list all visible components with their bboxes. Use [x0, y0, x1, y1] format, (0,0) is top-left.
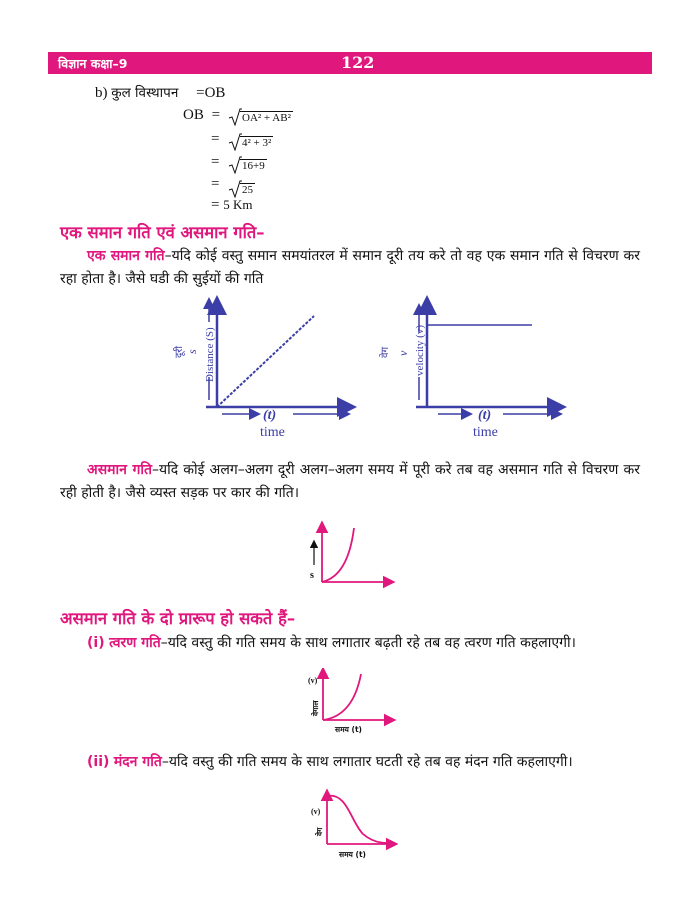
calc-line-1 [95, 83, 225, 102]
page-number: 122 [341, 53, 375, 72]
eq-sign: = [196, 85, 205, 101]
y-axis-symbol: (v) [311, 807, 321, 816]
eq-sign: = [211, 197, 220, 213]
nonuniform-motion-term: असमान गति [87, 462, 152, 478]
distance-line [217, 316, 314, 407]
ob-value: OB [204, 85, 226, 101]
deceleration-paragraph [60, 751, 640, 774]
calc-result [211, 197, 252, 214]
sqrt-expression-3 [228, 156, 267, 174]
velocity-time-graph [378, 292, 570, 442]
section-heading: असमान गति के दो प्रारूप हो सकते हैं– [60, 609, 296, 628]
deceleration-graph [303, 788, 398, 863]
eq-sign: = [211, 107, 221, 123]
eq-sign: = [211, 154, 220, 170]
x-axis-label: time [260, 425, 285, 440]
nonuniform-motion-paragraph [60, 459, 640, 505]
nonuniform-motion-text: –यदि कोई अलग–अलग दूरी अलग–अलग समय में पूरी करे तब वह असमान गति से विचरण कर रही होती है। जैसे व्यस्त सड़क पर कार की गति। [60, 462, 641, 501]
deceleration-graph-svg [303, 788, 398, 863]
distance-time-graph [168, 292, 360, 442]
y-axis-symbol: (v) [308, 676, 318, 685]
y-axis-hindi-label: वेग [380, 346, 391, 358]
velocity-time-graph-svg [378, 292, 570, 442]
nonuniform-curve-graph [300, 520, 400, 590]
page-header [48, 52, 652, 74]
uniform-motion-term: एक समान गति [87, 248, 165, 264]
acceleration-number: (i) [87, 635, 105, 651]
uniform-motion-paragraph [60, 245, 640, 291]
sqrt-expression-2 [228, 133, 273, 151]
deceleration-term: मंदन गति [113, 754, 162, 770]
radicand: OA² + AB² [242, 112, 291, 124]
curve [322, 528, 354, 582]
radical-icon [228, 156, 242, 174]
item-text: कुल विस्थापन [111, 85, 179, 101]
item-label: b) [95, 85, 108, 101]
eq-sign: = [211, 176, 220, 192]
book-title: विज्ञान कक्षा–9 [58, 56, 128, 71]
y-axis-symbol: v [396, 350, 410, 356]
x-axis-label: time [473, 425, 498, 440]
y-axis-hindi-label: दूरी [174, 346, 185, 358]
radicand: 4² + 3² [242, 137, 272, 149]
radicand: 16+9 [242, 160, 265, 172]
t-label: (t) [263, 408, 277, 423]
radical-icon [228, 180, 242, 198]
acceleration-paragraph [60, 632, 640, 655]
eq-sign: = [211, 131, 220, 147]
sqrt-expression-4 [228, 180, 255, 198]
deceleration-text: –यदि वस्तु की गति समय के साथ लगातार घटती रहे तब वह मंदन गति कहलाएगी। [161, 754, 573, 770]
x-axis-label: समय (t) [335, 725, 362, 734]
uniform-motion-text: –यदि कोई वस्तु समान समयांतरल में समान दूरी तय करे तो वह एक समान गति से विचरण कर रहा होता है। जैसे घडी की सुईयों की गति [60, 248, 641, 287]
acceleration-term: त्वरण गति [109, 635, 161, 651]
radicand: 25 [242, 184, 253, 196]
acceleration-graph [303, 668, 398, 740]
t-label: (t) [478, 408, 492, 423]
acceleration-graph-svg [303, 668, 398, 740]
result-value: 5 Km [223, 197, 253, 212]
sqrt-expression-1 [228, 108, 293, 126]
radical-icon [228, 108, 242, 126]
nonuniform-curve-graph-svg [300, 520, 400, 590]
x-axis-label: समय (t) [339, 850, 366, 859]
y-axis-hindi-label: वेगाल [311, 700, 320, 716]
radical-icon [228, 133, 242, 151]
y-axis-label: s [310, 570, 314, 581]
calc-line-2 [183, 107, 220, 124]
ob-lhs: OB [183, 107, 204, 123]
y-axis-label: Distance (S) [204, 327, 216, 382]
y-axis-label: velocity (v) [414, 324, 426, 376]
deceleration-number: (ii) [87, 754, 110, 770]
acceleration-text: –यदि वस्तु की गति समय के साथ लगातार बढ़ती रहे तब वह त्वरण गति कहलाएगी। [160, 635, 576, 651]
distance-time-graph-svg [168, 292, 360, 442]
y-axis-hindi-label: वेग [315, 827, 324, 836]
y-axis-symbol: s [185, 349, 199, 354]
curve [323, 674, 361, 720]
curve [327, 796, 387, 843]
section-heading: एक समान गति एवं असमान गति– [60, 223, 265, 242]
